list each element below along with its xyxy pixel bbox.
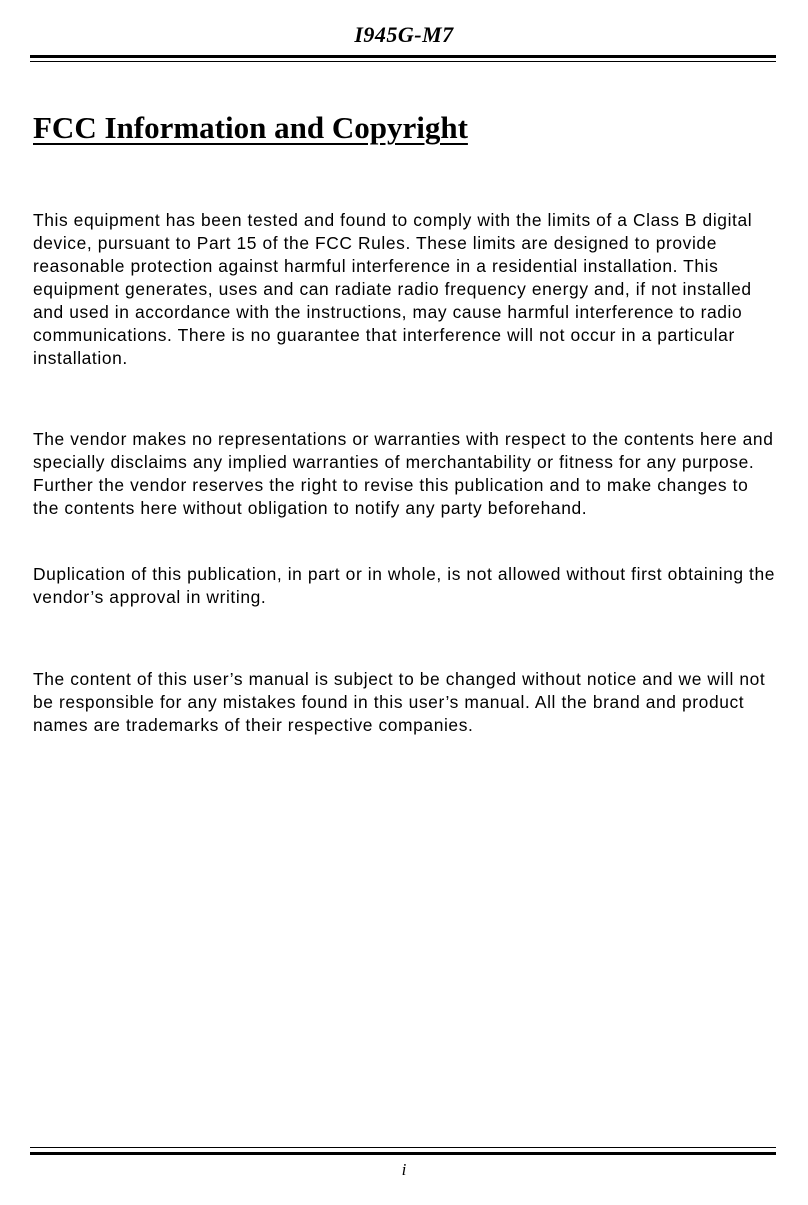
page-title: FCC Information and Copyright (33, 110, 468, 145)
duplication-notice-paragraph: Duplication of this publication, in part or in whole, is not allowed without first obtaining the vendor’s approval in writing. (33, 564, 776, 607)
footer-rule-thick (30, 1152, 776, 1155)
header-model-title: I945G-M7 (354, 22, 454, 47)
footer-rule-thin (30, 1147, 776, 1148)
warranty-disclaimer-paragraph: The vendor makes no representations or warranties with respect to the contents here and specially disclaims any implied warranties of merchantability or fitness for any purpose. Further the vendor reserves the right to revise this publication and to make changes to the contents here without obligation to notify any party beforehand. (33, 429, 774, 518)
page-number: i (401, 1160, 407, 1179)
trademark-notice-paragraph: The content of this user’s manual is subject to be changed without notice and we will not be responsible for any mistakes found in this user’s manual. All the brand and product names are trademarks of their respective companies. (33, 669, 766, 735)
fcc-statement-paragraph: This equipment has been tested and found to comply with the limits of a Class B digital device, pursuant to Part 15 of the FCC Rules. These limits are designed to provide reasonable protection against harmful interference in a residential installation. This equipment generates, uses and can radiate radio frequency energy and, if not installed and used in accordance with the instructions, may cause harmful interference to radio communications. There is no guarantee that interference will not occur in a particular installation. (33, 210, 753, 368)
header-rule-thin (30, 61, 776, 62)
header-rule-thick (30, 55, 776, 58)
